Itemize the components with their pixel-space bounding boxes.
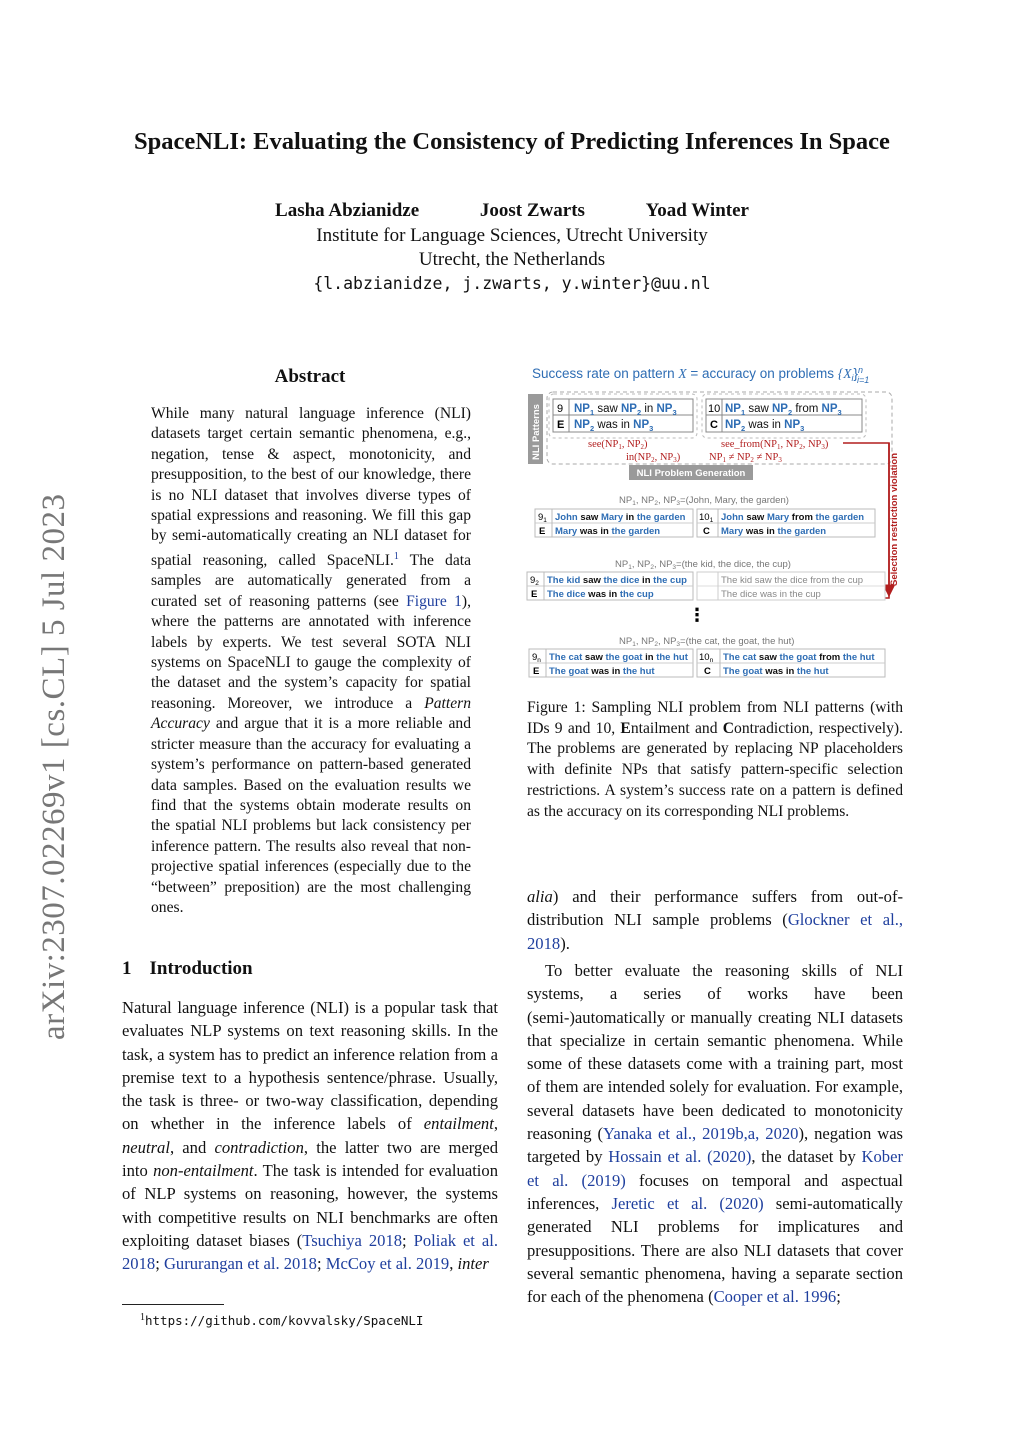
author-name: Lasha Abzianidze <box>275 200 420 221</box>
figure-1-caption: Figure 1: Sampling NLI problem from NLI patterns (with IDs 9 and 10, Entailment and Contradiction, respectively). The problems are generated by replacing NP placeholders with definite NPs that satisfy pattern-specific selection restrictions. A system’s success rate on a pattern is defined as the accuracy on its corresponding NLI problems. <box>527 699 903 820</box>
svg-text:C: C <box>704 666 711 677</box>
selection-restrictions <box>588 439 829 464</box>
svg-text:E: E <box>557 419 565 431</box>
svg-text:John saw Mary in the garden: John saw Mary in the garden <box>555 512 686 523</box>
right-column-paragraph-1: alia) and their performance suffers from out-of-distribution NLI sample problems (Glockner et al., 2018). <box>527 887 903 953</box>
svg-text:10: 10 <box>708 403 721 415</box>
svg-text:NP2 was in NP3: $NP_2$ was in $NP_3$ <box>725 419 805 433</box>
svg-text:John saw Mary from the garden: John saw Mary from the garden <box>721 512 865 523</box>
figure-header: Success rate on pattern X = accuracy on problems $\{X_i\}^n$ i=1 <box>532 365 870 385</box>
abstract-body: While many natural language inference (NLI) datasets target certain semantic phenomena, e.g., negation, tense & aspect, monotonicity, and presupposition, to the best of our knowledge, there is no NLI dataset that involves diverse types of spatial expressions and reasoning. We fill this gap by semi-automatically creating an NLI dataset for spatial reasoning, called SpaceNLI.$^1$ The data samples are automatically generated from a curated set of reasoning patterns (see Figure 1), where the patterns are annotated with inference labels by experts. We test several SOTA NLI systems on SpaceNLI to gauge the complexity of the dataset and the system’s capacity for spatial reasoning. Moreover, we introduce a Pattern Accuracy and argue that it is a more reliable and stricter measure than the accuracy for evaluating a system’s performance on pattern-based generated data samples. Based on the evaluation results we find that the systems obtain moderate results on the spatial NLI problems but lack consistency per inference pattern. The results also reveal that non-projective spatial inferences (especially due to the “between” preposition) are the most challenging ones. <box>151 405 471 916</box>
np-binding: $NP_1$, $NP_2$, $NP_3=(John$, Mary, the garden) <box>619 495 789 507</box>
svg-text:91: $9_1$ <box>538 512 547 524</box>
right-column-paragraph-2: To better evaluate the reasoning skills of NLI systems, a series of works have been (semi-)automatically or manually creating NLI datasets that specialize in certain semantic phenomena. While some of these datasets come with a training part, most of them are intended solely for evaluation. For example, several datasets have been dedicated to monotonicity reasoning (Yanaka et al., 2019b,a, 2020), negation was targeted by Hossain et al. (2020), the dataset by Kober et al. (2019) focuses on temporal and aspectual inferences, Jeretic et al. (2020) semi-automatically generated NLI problems for implicatures and presuppositions. There are also NLI datasets that cover several semantic phenomena, having a separate section for each of the phenomena (Cooper et al. 1996; <box>527 961 904 1307</box>
svg-text:The dice was in the cup: The dice was in the cup <box>547 589 654 600</box>
svg-text:Mary was in the garden: Mary was in the garden <box>721 526 827 537</box>
svg-text:The dice was in the cup: The dice was in the cup <box>721 589 821 600</box>
svg-text:10n: $10_n$ <box>699 652 714 664</box>
citation-link[interactable]: Poliak et al. 2018 <box>122 1230 498 1274</box>
intro-paragraph: Natural language inference (NLI) is a popular task that evaluates NLP systems on text reasoning skills. In the task, a system has to predict an inference relation from a premise text to a hypothesis sentence/phrase. Usually, the task is three- or two-way classification, depending on whether in the inference labels of entailment, neutral, and contradiction, the latter two are merged into non-entailment. The task is intended for evaluation of NLP systems on reasoning, however, the systems with competitive results on NLI benchmarks are often exploiting dataset biases (Tsuchiya 2018; Poliak et al. 2018; Gururangan et al. 2018; McCoy et al. 2019, inter <box>122 998 499 1274</box>
figure-reference-link[interactable]: Figure 1 <box>406 592 462 610</box>
svg-text:The cat saw the goat from the: The cat saw the goat from the hut <box>723 652 875 663</box>
citation-link[interactable]: Yanaka et al., 2019b,a, 2020 <box>603 1124 799 1144</box>
affiliation-location: Utrecht, the Netherlands <box>418 249 606 270</box>
svg-text:E: E <box>533 666 540 677</box>
svg-text:NP1 saw NP2 in NP3: $NP_1$ saw $NP_2$ in $NP_3$ <box>574 403 677 417</box>
svg-text:The kid saw the dice in the cu: The kid saw the dice in the cup <box>547 575 687 586</box>
citation-link[interactable]: Jeretic et al. (2020) <box>611 1193 764 1213</box>
citation-link[interactable]: Gururangan et al. 2018 <box>163 1254 317 1274</box>
author-name: Yoad Winter <box>645 200 749 221</box>
citation-link[interactable]: Tsuchiya 2018 <box>302 1230 403 1250</box>
affiliation-institute: Institute for Language Sciences, Utrecht University <box>316 225 708 246</box>
figure-1-diagram <box>525 364 905 622</box>
author-list <box>0 200 1024 222</box>
problem-row-3 <box>529 649 885 677</box>
svg-text:NP2 was in NP3: $NP_2$ was in $NP_3$ <box>574 419 654 433</box>
arxiv-identifier: arXiv:2307.02269v1 [cs.CL] 5 Jul 2023 <box>36 493 72 1040</box>
pattern-10 <box>706 399 862 433</box>
citation-link[interactable]: Glockner et al., 2018 <box>527 910 903 953</box>
svg-text:101: $10_1$ <box>699 512 714 524</box>
svg-text:The goat was in the hut: The goat was in the hut <box>549 666 655 677</box>
svg-text:The cat saw the goat in the hu: The cat saw the goat in the hut <box>549 652 688 663</box>
svg-text:92: $9_2$ <box>530 575 539 587</box>
svg-text:NP1 ≠ NP2 ≠ NP3: NP1 ≠ NP2 ≠ NP3 <box>709 452 782 464</box>
problem-row-1 <box>535 509 875 537</box>
np-binding: $NP_1$, $NP_2$, $NP_3=(the$ cat, the goat, the hut) <box>619 636 795 648</box>
svg-text:see_from(NP1, NP2, NP3): see_from(NP1, NP2, NP3) <box>721 439 829 451</box>
figure-1-bottom-rows <box>525 632 905 682</box>
svg-text:Mary was in the garden: Mary was in the garden <box>555 526 661 537</box>
citation-link[interactable]: McCoy et al. 2019 <box>325 1254 450 1274</box>
svg-text:see(NP1, NP2): see(NP1, NP2) <box>588 439 648 451</box>
nli-patterns-label: NLI Patterns <box>531 404 542 460</box>
svg-text:The goat was in the hut: The goat was in the hut <box>723 666 829 677</box>
svg-text:9: 9 <box>557 403 564 415</box>
footnote-marker[interactable]: 1 <box>393 550 399 562</box>
footnote-rule <box>122 1304 224 1305</box>
section-heading-introduction: 1 Introduction <box>122 958 253 979</box>
ellipsis-dots: ⋮ <box>688 605 706 622</box>
citation-link[interactable]: Kober et al. (2019) <box>527 1147 903 1190</box>
paper-title: SpaceNLI: Evaluating the Consistency of Predicting Inferences In Space <box>134 128 890 155</box>
svg-text:E: E <box>539 526 546 537</box>
citation-link[interactable]: Hossain et al. (2020) <box>608 1147 752 1167</box>
pattern-9 <box>553 399 693 433</box>
footnote: $^1$https://github.com/kovvalsky/SpaceNLI <box>140 1312 424 1329</box>
svg-text:C: C <box>703 526 710 537</box>
abstract-heading: Abstract <box>274 366 346 387</box>
svg-text:The kid saw the dice from the: The kid saw the dice from the cup <box>721 575 864 586</box>
svg-text:NP1 saw NP2 from NP3: $NP_1$ saw $NP_2$ from $NP_3$ <box>725 403 842 417</box>
author-emails[interactable]: {l.abzianidze, j.zwarts, y.winter}@uu.nl <box>313 274 711 293</box>
selection-violation-label: Selection restriction violation <box>889 452 900 586</box>
footnote-url-link[interactable]: https://github.com/kovvalsky/SpaceNLI <box>145 1313 424 1329</box>
author-name: Joost Zwarts <box>479 200 585 221</box>
svg-text:C: C <box>710 419 718 431</box>
svg-text:in(NP2, NP3): in(NP2, NP3) <box>626 452 681 464</box>
citation-link[interactable]: Cooper et al. 1996 <box>713 1287 837 1307</box>
svg-text:9n: $9_n$ <box>532 652 541 664</box>
generation-label: NLI Problem Generation <box>636 468 746 479</box>
np-binding: $NP_1$, $NP_2$, $NP_3=(the$ kid, the dice, the cup) <box>615 559 791 571</box>
problem-row-2 <box>527 572 885 600</box>
svg-text:E: E <box>531 589 538 600</box>
